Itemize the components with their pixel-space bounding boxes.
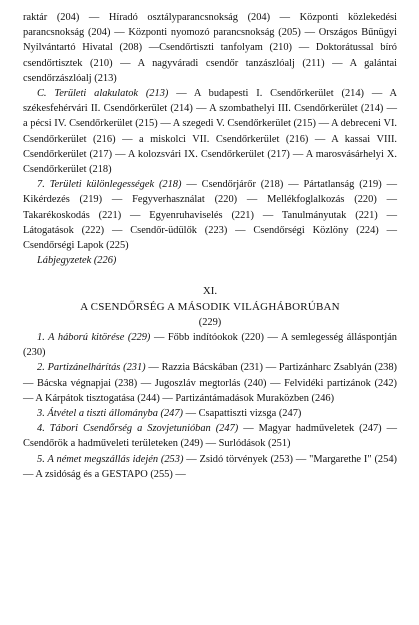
entry-text: — Csapattiszti vizsga (247) (183, 408, 302, 420)
entry-text: raktár (204) — Híradó osztályparancsnokság (204) — Központi közlekedési parancsnokság (204) — Központi nyomozó parancsnokság (205) — Országos Bűnügyi Nyilvántartó Hivatal (208) —Csendőrtiszti tanfolyam (210) — Doktorátussal bíró csendőrtisztek (210) — A nagyváradi csendőr tanzászlóalj (211) — A galántai csendőrzászlóalj (213) (23, 12, 397, 84)
entry-text: — Főbb indítóokok (220) — A semlegesség álláspontján (230) (23, 332, 398, 359)
spacer (23, 268, 397, 284)
toc-entry (23, 406, 397, 421)
entry-text: — A budapesti I. Csendőrkerület (214) — A székesfehérvári II. Csendőrkerület (214) — A szombathelyi III. Csendőrkerület (214) — a pécsi IV. Csendőrkerület (215) — A szegedi V. Csendőrkerület (215) — A debreceni VI. Csendőrkerület (216) — a miskolci VII. Csendőrkerület (216) — A kassai VIII. Csendőrkerület (217) — A kolozsvári IX. Csendőrkerület (217) — A marosvásárhelyi X. Csendőrkerület (218) (23, 88, 397, 176)
entry-text: — Magyar hadműveletek (247) — Csendőrök a hadműveleti területeken (249) — Surlódások (251) (23, 423, 397, 450)
chapter-title: A CSENDŐRSÉG A MÁSODIK VILÁGHÁBORÚBAN (80, 300, 340, 313)
toc-entry (23, 452, 397, 482)
section-heading-text: 5. A német megszállás idején (253) (37, 453, 184, 465)
section-heading-text: 7. Területi különlegességek (218) (37, 179, 182, 191)
entry-text: — Csendőrjárőr (218) — Pártatlanság (219) — Kikérdezés (219) — Fegyverhasználat (220) — Mellékfoglalkozás (220) — Takarékoskodás (221) — Egyenruhaviselés (221) — Tanulmányutak (221) — Látogatások (222) — Csendőr-üdülők (223) — Csendőrségi Közlöny (224) — Csendőrségi Lapok (225) (23, 179, 397, 252)
toc-entry (23, 330, 397, 360)
section-heading-text: Lábjegyzetek (226) (37, 255, 117, 267)
toc-entry (23, 177, 397, 253)
section-heading-text: 4. Tábori Csendőrség a Szovjetunióban (247) (37, 423, 239, 435)
chapter-number: XI. (202, 285, 218, 298)
entry-text: — Razzia Bácskában (231) — Partizánharc Zsablyán (238) — Bácska végnapjai (238) — Jugoszláv megtorlás (240) — Felvidéki partizánok (242) — A Kárpátok tisztogatása (244) — Partizántámadások Muraközben (246) (23, 362, 398, 404)
toc-entry (23, 421, 397, 451)
section-heading-text: 3. Átvétel a tiszti állományba (247) (37, 408, 184, 420)
section-heading-text: C. Területi alakulatok (213) (37, 88, 169, 100)
footnotes-entry (23, 253, 397, 268)
section-heading-text: 1. A háború kitörése (229) (37, 332, 151, 344)
entry-text: — Zsidó törvények (253) — "Margarethe I" (254) — A zsidóság és a GESTAPO (255) — (23, 453, 397, 480)
toc-entry (23, 360, 397, 406)
chapter-page: (229) (198, 316, 222, 328)
toc-entry (23, 10, 397, 86)
section-heading-text: 2. Partizánelhárítás (231) (37, 362, 146, 374)
toc-entry (23, 86, 397, 177)
